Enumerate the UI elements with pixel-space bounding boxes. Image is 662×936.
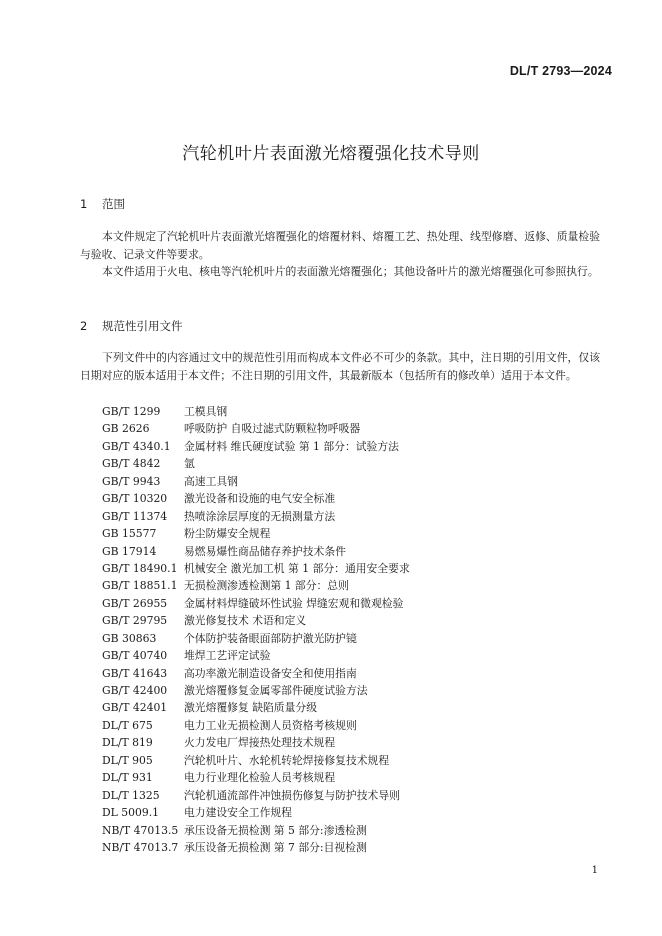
reference-code: GB 2626 bbox=[102, 422, 150, 436]
reference-item bbox=[102, 612, 602, 629]
section-title: 规范性引用文件 bbox=[102, 319, 183, 333]
reference-title: 电力行业理化检验人员考核规程 bbox=[184, 771, 336, 785]
reference-item bbox=[102, 804, 602, 821]
reference-title: 激光熔覆修复 缺陷质量分级 bbox=[184, 701, 317, 715]
reference-title: 呼吸防护 自吸过滤式防颗粒物呼吸器 bbox=[184, 422, 361, 436]
reference-title: 金属材料 维氏硬度试验 第 1 部分：试验方法 bbox=[184, 439, 399, 453]
reference-item bbox=[102, 752, 602, 769]
reference-item bbox=[102, 734, 602, 751]
reference-item bbox=[102, 438, 602, 455]
reference-title: 机械安全 激光加工机 第 1 部分：通用安全要求 bbox=[184, 561, 410, 575]
reference-title: 粉尘防爆安全规程 bbox=[184, 527, 271, 541]
reference-title: 汽轮机叶片、水轮机转轮焊接修复技术规程 bbox=[184, 753, 390, 767]
reference-item bbox=[102, 543, 602, 560]
reference-item bbox=[102, 630, 602, 647]
reference-item bbox=[102, 420, 602, 437]
page-number: 1 bbox=[591, 865, 598, 876]
reference-item bbox=[102, 717, 602, 734]
reference-item bbox=[102, 403, 602, 420]
reference-item bbox=[102, 769, 602, 786]
reference-code: DL/T 819 bbox=[102, 736, 153, 750]
reference-title: 堆焊工艺评定试验 bbox=[184, 649, 271, 663]
reference-list bbox=[102, 403, 602, 856]
reference-title: 火力发电厂焊接热处理技术规程 bbox=[184, 736, 336, 750]
reference-title: 高速工具钢 bbox=[184, 474, 238, 488]
section-number: 2 bbox=[80, 319, 88, 333]
reference-title: 承压设备无损检测 第 5 部分:渗透检测 bbox=[184, 823, 367, 837]
section-1-heading bbox=[80, 196, 125, 212]
reference-code: GB/T 29795 bbox=[102, 614, 168, 628]
reference-item bbox=[102, 595, 602, 612]
reference-item bbox=[102, 577, 602, 594]
reference-code: DL 5009.1 bbox=[102, 806, 160, 820]
reference-title: 热喷涂涂层厚度的无损测量方法 bbox=[184, 509, 336, 523]
reference-code: DL/T 931 bbox=[102, 771, 153, 785]
reference-item bbox=[102, 490, 602, 507]
reference-item bbox=[102, 822, 602, 839]
reference-title: 电力工业无损检测人员资格考核规则 bbox=[184, 718, 357, 732]
reference-title: 激光熔覆修复金属零部件硬度试验方法 bbox=[184, 684, 368, 697]
reference-item bbox=[102, 560, 602, 577]
reference-code: GB/T 18490.1 bbox=[102, 561, 178, 575]
reference-code: GB/T 1299 bbox=[102, 405, 161, 418]
reference-code: GB/T 4340.1 bbox=[102, 439, 171, 453]
reference-title: 氩 bbox=[184, 457, 195, 471]
reference-code: GB/T 9943 bbox=[102, 474, 161, 488]
reference-code: GB/T 18851.1 bbox=[102, 579, 178, 593]
reference-title: 承压设备无损检测 第 7 部分:目视检测 bbox=[184, 840, 367, 854]
reference-code: GB/T 4842 bbox=[102, 457, 161, 471]
reference-item bbox=[102, 473, 602, 490]
section-number: 1 bbox=[80, 197, 88, 211]
section-1-paragraph-1: 本文件规定了汽轮机叶片表面激光熔覆强化的熔覆材料、熔覆工艺、热处理、线型修磨、返修、质量检验与验收、记录文件等要求。 bbox=[80, 230, 600, 261]
reference-title: 激光修复技术 术语和定义 bbox=[184, 614, 307, 628]
reference-item bbox=[102, 455, 602, 472]
reference-item bbox=[102, 682, 602, 699]
reference-code: NB/T 47013.7 bbox=[102, 840, 179, 854]
reference-title: 易燃易爆性商品储存养护技术条件 bbox=[184, 544, 346, 558]
reference-title: 无损检测渗透检测第 1 部分：总则 bbox=[184, 579, 349, 593]
reference-item bbox=[102, 508, 602, 525]
reference-code: GB/T 40740 bbox=[102, 649, 168, 663]
reference-item bbox=[102, 525, 602, 542]
reference-item bbox=[102, 647, 602, 664]
reference-code: GB/T 26955 bbox=[102, 596, 168, 610]
reference-code: NB/T 47013.5 bbox=[102, 823, 179, 837]
reference-title: 个体防护装备眼面部防护激光防护镜 bbox=[184, 631, 357, 645]
reference-code: GB/T 41643 bbox=[102, 666, 168, 680]
reference-code: GB/T 42401 bbox=[102, 701, 168, 715]
reference-title: 激光设备和设施的电气安全标准 bbox=[184, 492, 336, 506]
reference-title: 高功率激光制造设备安全和使用指南 bbox=[184, 666, 357, 680]
reference-title: 工模具钢 bbox=[184, 405, 228, 418]
reference-title: 电力建设安全工作规程 bbox=[184, 806, 292, 820]
reference-code: DL/T 675 bbox=[102, 718, 153, 732]
section-2-paragraph-1: 下列文件中的内容通过文中的规范性引用而构成本文件必不可少的条款。其中，注日期的引用文件，仅该日期对应的版本适用于本文件；不注日期的引用文件，其最新版本（包括所有的修改单）适用于本文件。 bbox=[80, 351, 600, 382]
reference-title: 金属材料焊缝破坏性试验 焊缝宏观和微观检验 bbox=[184, 596, 404, 610]
document-code: DL/T 2793—2024 bbox=[509, 64, 612, 78]
reference-code: GB/T 42400 bbox=[102, 684, 168, 697]
reference-item bbox=[102, 665, 602, 682]
reference-item bbox=[102, 699, 602, 716]
section-1-paragraph-2: 本文件适用于火电、核电等汽轮机叶片的表面激光熔覆强化；其他设备叶片的激光熔覆强化可参照执行。 bbox=[102, 265, 599, 278]
reference-code: DL/T 905 bbox=[102, 753, 153, 767]
reference-code: GB 17914 bbox=[102, 544, 157, 558]
reference-code: GB/T 10320 bbox=[102, 492, 168, 506]
reference-code: DL/T 1325 bbox=[102, 788, 160, 802]
reference-code: GB 30863 bbox=[102, 631, 157, 645]
reference-code: GB/T 11374 bbox=[102, 509, 168, 523]
reference-title: 汽轮机通流部件冲蚀损伤修复与防护技术导则 bbox=[184, 788, 400, 802]
reference-code: GB 15577 bbox=[102, 527, 157, 541]
reference-item bbox=[102, 839, 602, 856]
document-title: 汽轮机叶片表面激光熔覆强化技术导则 bbox=[182, 144, 480, 164]
section-title: 范围 bbox=[102, 197, 125, 211]
reference-item bbox=[102, 787, 602, 804]
section-2-heading bbox=[80, 318, 183, 334]
